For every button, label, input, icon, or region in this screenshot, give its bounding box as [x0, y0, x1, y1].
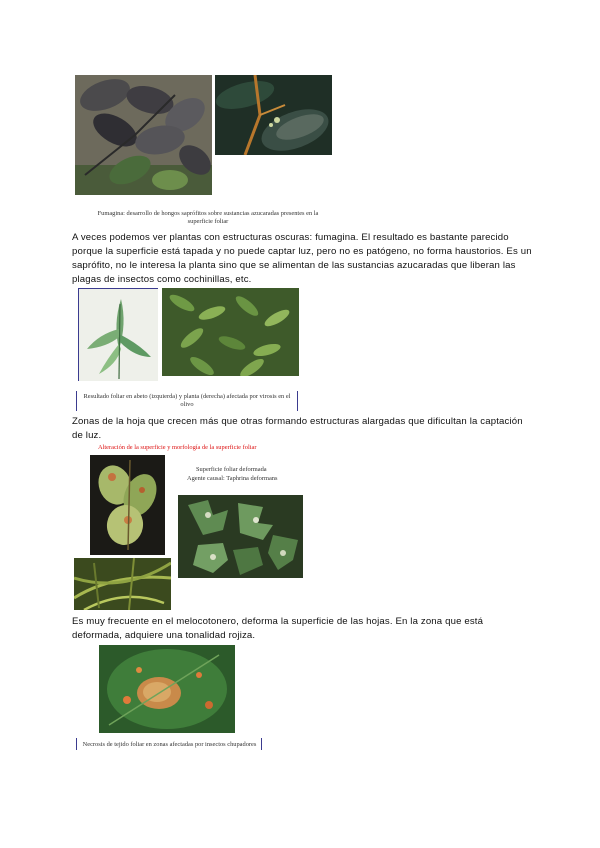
paragraph-sooty-mold: A veces podemos ver plantas con estructuras oscuras: fumagina. El resultado es bastante parecido porque la superficie está tapada y no puede captar luz, pero no es patógeno, no forma haustorios. Es un saprófito, no le interesa la planta sino que se alimentan de las sustancias azucaradas que liberan las plagas de insectos como cochinillas, etc. — [72, 232, 532, 285]
sooty-mold-twig-photo — [215, 75, 332, 155]
figure-caption-virosis: Resultado foliar en abeto (izquierda) y planta (derecha) afectada por virosis en el olivo — [83, 393, 291, 408]
deformed-oak-leaves-photo — [178, 495, 303, 578]
figure-label-causal-agent: Agente causal: Taphrina deformans — [187, 475, 278, 482]
peach-leaf-curl-photo — [90, 455, 165, 555]
figure-caption-necrosis: Necrosis de tejido foliar en zonas afectadas por insectos chupadores — [82, 741, 257, 748]
figure-label-deformed-surface: Superficie foliar deformada — [196, 466, 267, 473]
leaf-mosaic-closeup-photo — [78, 288, 158, 381]
fern-fronds-photo — [74, 558, 171, 610]
virus-affected-plant-photo — [162, 288, 299, 376]
sooty-mold-leaves-photo — [75, 75, 212, 195]
figure-title-surface-alteration: Alteración de la superficie y morfología de la superficie foliar — [98, 444, 257, 451]
paragraph-elongated-structures: Zonas de la hoja que crecen más que otras formando estructuras alargadas que dificultan la captación de luz. — [72, 416, 523, 441]
figure-caption-sooty-mold: Fumagina: desarrollo de hongos saprófitos sobre sustancias azucaradas presentes en la superficie foliar — [97, 210, 319, 225]
paragraph-peach-leaf: Es muy frecuente en el melocotonero, deforma la superficie de las hojas. En la zona que está deformada, adquiere una tonalidad rojiza. — [72, 616, 484, 641]
necrotic-leaf-photo — [99, 645, 235, 733]
